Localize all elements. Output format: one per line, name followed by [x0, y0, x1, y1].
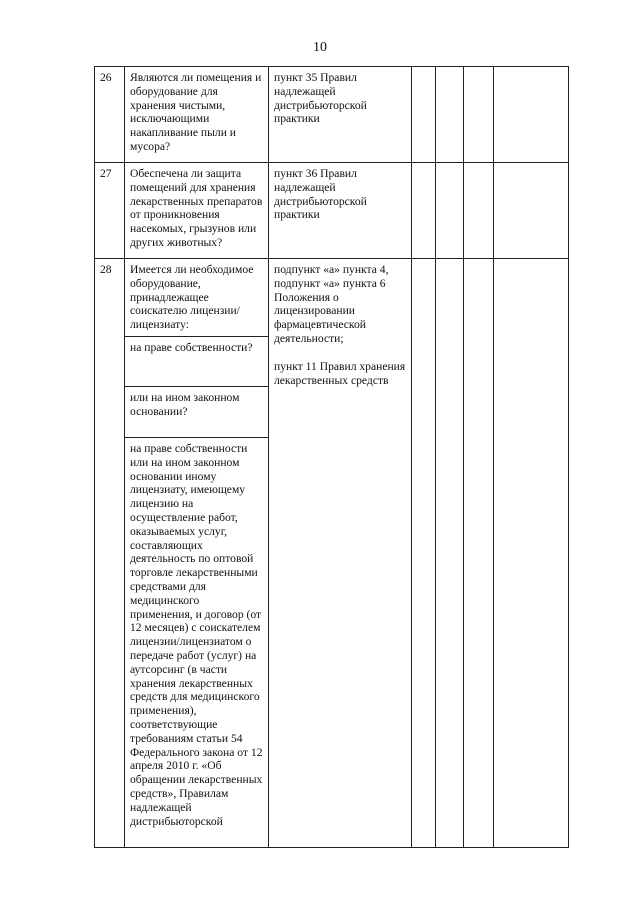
checklist-table	[94, 66, 569, 848]
answer-cell-no[interactable]	[436, 259, 464, 848]
notes-cell[interactable]	[494, 163, 569, 259]
sub-question-cell: на праве собственности или на ином законном основании иному лицензиату, имеющему лицензию на осуществление работ, оказываемых услуг, составляющих деятельность по оптовой торговле лекарственными средствами для медицинского применения, и договор (от 12 месяцев) с соискателем лицензии/лицензиатом о передаче работ (услуг) на аутсорсинг (в части хранения лекарственных средств для медицинского применения), соответствующие требованиям статьи 54 Федерального закона от 12 апреля 2010 г. «Об обращении лекарственных средств», Правилам надлежащей дистрибьюторской	[125, 437, 269, 847]
table-row	[95, 163, 569, 259]
question-cell: Имеется ли необходимое оборудование, принадлежащее соискателю лицензии/лицензиату:	[125, 259, 269, 337]
answer-cell-yes[interactable]	[412, 259, 436, 848]
notes-cell[interactable]	[494, 67, 569, 163]
row-number: 28	[95, 259, 125, 848]
table-row	[95, 67, 569, 163]
reference-cell: пункт 36 Правил надлежащей дистрибьюторской практики	[269, 163, 412, 259]
question-cell: Обеспечена ли защита помещений для хранения лекарственных препаратов от проникновения насекомых, грызунов или других животных?	[125, 163, 269, 259]
answer-cell-no[interactable]	[436, 67, 464, 163]
reference-cell	[269, 259, 412, 848]
sub-question-cell: на праве собственности?	[125, 336, 269, 386]
row-number: 27	[95, 163, 125, 259]
sub-question-cell: или на ином законном основании?	[125, 386, 269, 437]
reference-cell: пункт 35 Правил надлежащей дистрибьюторской практики	[269, 67, 412, 163]
answer-cell-na[interactable]	[464, 163, 494, 259]
question-cell: Являются ли помещения и оборудование для хранения чистыми, исключающими накапливание пыли и мусора?	[125, 67, 269, 163]
answer-cell-na[interactable]	[464, 67, 494, 163]
answer-cell-yes[interactable]	[412, 163, 436, 259]
answer-cell-yes[interactable]	[412, 67, 436, 163]
table-row	[95, 259, 569, 337]
reference-text-2: пункт 11 Правил хранения лекарственных средств	[274, 359, 406, 387]
notes-cell[interactable]	[494, 259, 569, 848]
reference-text-1: подпункт «а» пункта 4, подпункт «а» пункта 6 Положения о лицензировании фармацевтической деятельности;	[274, 263, 389, 345]
reference-spacer	[274, 346, 407, 360]
row-number: 26	[95, 67, 125, 163]
page-number: 10	[313, 40, 327, 55]
answer-cell-no[interactable]	[436, 163, 464, 259]
answer-cell-na[interactable]	[464, 259, 494, 848]
